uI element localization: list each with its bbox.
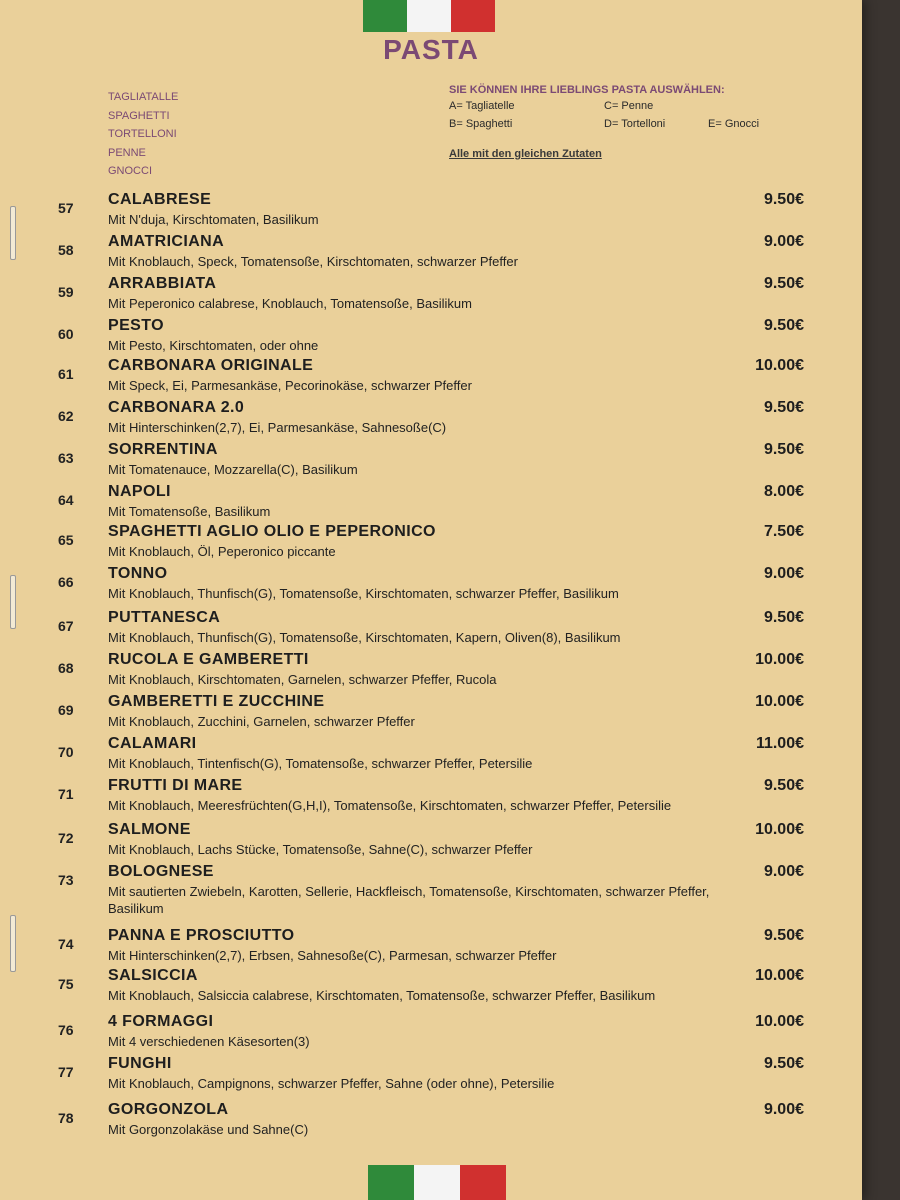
italian-flag-bottom [368,1165,506,1200]
item-description: Mit Knoblauch, Kirschtomaten, Garnelen, schwarzer Pfeffer, Rucola [108,672,497,687]
item-name: FUNGHI [108,1055,172,1072]
item-price: 9.50€ [763,275,804,292]
item-name: AMATRICIANA [108,233,225,250]
pasta-type: SPAGHETTI [108,109,170,122]
item-name: SALSICCIA [108,967,198,984]
item-description: Mit N'duja, Kirschtomaten, Basilikum [108,212,319,227]
menu-item [0,693,862,735]
item-description: Mit Tomatenauce, Mozzarella(C), Basilikum [108,462,358,477]
menu-item [0,863,862,916]
menu-item [0,1055,862,1097]
item-number: 71 [58,786,74,802]
choice-option: A= Tagliatelle [449,100,515,112]
item-number: 76 [58,1022,74,1038]
item-name: SALMONE [108,821,191,838]
item-description: Mit Knoblauch, Thunfisch(G), Tomatensoße, Kirschtomaten, Kapern, Oliven(8), Basilikum [108,630,621,645]
pasta-type: GNOCCI [108,165,152,177]
item-number: 62 [58,408,74,424]
item-description: Mit Hinterschinken(2,7), Erbsen, Sahnesoße(C), Parmesan, schwarzer Pfeffer [108,948,557,963]
binder-ring [10,915,16,972]
menu-item [0,523,862,565]
item-price: 9.00€ [763,863,804,880]
item-price: 10.00€ [755,357,804,374]
item-description: Mit Knoblauch, Zucchini, Garnelen, schwarzer Pfeffer [108,714,415,729]
item-name: SORRENTINA [108,441,218,458]
item-price: 9.50€ [763,1055,804,1072]
item-name: CARBONARA ORIGINALE [108,357,314,374]
item-name: PESTO [108,317,164,334]
item-price: 9.00€ [763,233,804,250]
item-price: 11.00€ [755,735,804,752]
item-name: BOLOGNESE [108,863,214,880]
item-number: 73 [58,872,74,888]
choice-options [449,100,849,140]
pasta-types-list [108,88,178,181]
item-description: Mit Speck, Ei, Parmesankäse, Pecorinokäse, schwarzer Pfeffer [108,378,472,393]
item-name: 4 FORMAGGI [108,1013,214,1030]
menu-item [0,441,862,483]
menu-item [0,317,862,359]
item-price: 9.50€ [763,441,804,458]
flag-green-stripe [363,0,407,32]
item-number: 58 [58,242,74,258]
menu-item [0,821,862,863]
menu-item [0,1101,862,1143]
item-name: GORGONZOLA [108,1101,229,1118]
item-price: 7.50€ [763,523,804,540]
item-name: RUCOLA E GAMBERETTI [108,651,309,668]
item-name: TONNO [108,565,168,582]
item-price: 9.50€ [763,927,804,944]
item-price: 9.50€ [763,777,804,794]
item-number: 57 [58,200,74,216]
item-number: 78 [58,1110,74,1126]
item-name: CALABRESE [108,191,212,208]
item-description: Mit Pesto, Kirschtomaten, oder ohne [108,338,319,353]
binder-ring [10,206,16,260]
item-number: 74 [58,936,74,952]
item-name: FRUTTI DI MARE [108,777,243,794]
choice-option: B= Spaghetti [449,118,513,130]
item-price: 8.00€ [763,483,804,500]
item-description: Mit Tomatensoße, Basilikum [108,504,271,519]
item-number: 69 [58,702,74,718]
menu-item [0,777,862,819]
binder-ring [10,575,16,629]
flag-white-stripe [407,0,451,32]
flag-red-stripe [460,1165,506,1200]
item-number: 64 [58,492,74,508]
menu-item [0,927,862,969]
item-price: 9.50€ [763,191,804,208]
item-price: 9.50€ [763,399,804,416]
item-number: 60 [58,326,74,342]
item-price: 9.00€ [763,565,804,582]
item-price: 10.00€ [755,821,804,838]
item-name: CALAMARI [108,735,197,752]
item-description: Mit sautierten Zwiebeln, Karotten, Sellerie, Hackfleisch, Tomatensoße, Kirschtomaten, schwarzer Pfeffer, Basilikum [108,884,710,916]
pasta-choice-box [449,84,849,160]
item-number: 59 [58,284,74,300]
choice-option: C= Penne [604,100,654,112]
item-description: Mit Gorgonzolakäse und Sahne(C) [108,1122,309,1137]
flag-red-stripe [451,0,495,32]
item-name: GAMBERETTI E ZUCCHINE [108,693,325,710]
menu-item [0,565,862,607]
item-number: 66 [58,574,74,590]
item-price: 9.50€ [763,609,804,626]
choice-heading: SIE KÖNNEN IHRE LIEBLINGS PASTA AUSWÄHLEN: [449,84,725,96]
menu-item [0,233,862,275]
menu-item [0,191,862,233]
item-name: SPAGHETTI AGLIO OLIO E PEPERONICO [108,523,436,540]
pasta-type: PENNE [108,146,146,159]
item-description: Mit Knoblauch, Öl, Peperonico piccante [108,544,336,559]
menu-item [0,275,862,317]
item-number: 61 [58,366,74,382]
item-number: 67 [58,618,74,634]
pasta-type: TAGLIATALLE [108,91,179,103]
menu-item [0,1013,862,1055]
item-number: 72 [58,830,74,846]
item-description: Mit Knoblauch, Speck, Tomatensoße, Kirschtomaten, schwarzer Pfeffer [108,254,518,269]
item-name: NAPOLI [108,483,171,500]
item-name: CARBONARA 2.0 [108,399,245,416]
choice-option: E= Gnocci [708,118,760,130]
item-price: 10.00€ [755,1013,804,1030]
item-name: PANNA E PROSCIUTTO [108,927,295,944]
menu-item [0,483,862,525]
menu-item [0,967,862,1009]
item-price: 9.00€ [763,1101,804,1118]
item-number: 70 [58,744,74,760]
item-description: Mit Knoblauch, Lachs Stücke, Tomatensoße, Sahne(C), schwarzer Pfeffer [108,842,533,857]
flag-green-stripe [368,1165,414,1200]
item-name: PUTTANESCA [108,609,221,626]
italian-flag-top [363,0,495,32]
item-description: Mit Knoblauch, Tintenfisch(G), Tomatensoße, schwarzer Pfeffer, Petersilie [108,756,533,771]
menu-item [0,735,862,777]
item-description: Mit Knoblauch, Meeresfrüchten(G,H,I), Tomatensoße, Kirschtomaten, schwarzer Pfeffer, Petersilie [108,798,672,813]
choice-note: Alle mit den gleichen Zutaten [449,148,602,160]
menu-item [0,399,862,441]
item-number: 75 [58,976,74,992]
item-description: Mit Knoblauch, Thunfisch(G), Tomatensoße, Kirschtomaten, schwarzer Pfeffer, Basilikum [108,586,619,601]
page-title: PASTA [383,34,479,65]
item-number: 68 [58,660,74,676]
item-description: Mit Knoblauch, Campignons, schwarzer Pfeffer, Sahne (oder ohne), Petersilie [108,1076,555,1091]
item-description: Mit Knoblauch, Salsiccia calabrese, Kirschtomaten, Tomatensoße, schwarzer Pfeffer, Basilikum [108,988,656,1003]
item-number: 63 [58,450,74,466]
item-description: Mit 4 verschiedenen Käsesorten(3) [108,1034,310,1049]
menu-item [0,609,862,651]
item-price: 10.00€ [755,651,804,668]
item-price: 10.00€ [755,967,804,984]
item-number: 77 [58,1064,74,1080]
choice-option: D= Tortelloni [604,118,666,130]
item-name: ARRABBIATA [108,275,217,292]
item-description: Mit Peperonico calabrese, Knoblauch, Tomatensoße, Basilikum [108,296,472,311]
item-number: 65 [58,532,74,548]
flag-white-stripe [414,1165,460,1200]
item-description: Mit Hinterschinken(2,7), Ei, Parmesankäse, Sahnesoße(C) [108,420,447,435]
item-price: 10.00€ [755,693,804,710]
pasta-type: TORTELLONI [108,128,177,140]
menu-item [0,651,862,693]
menu-item [0,357,862,399]
item-price: 9.50€ [763,317,804,334]
